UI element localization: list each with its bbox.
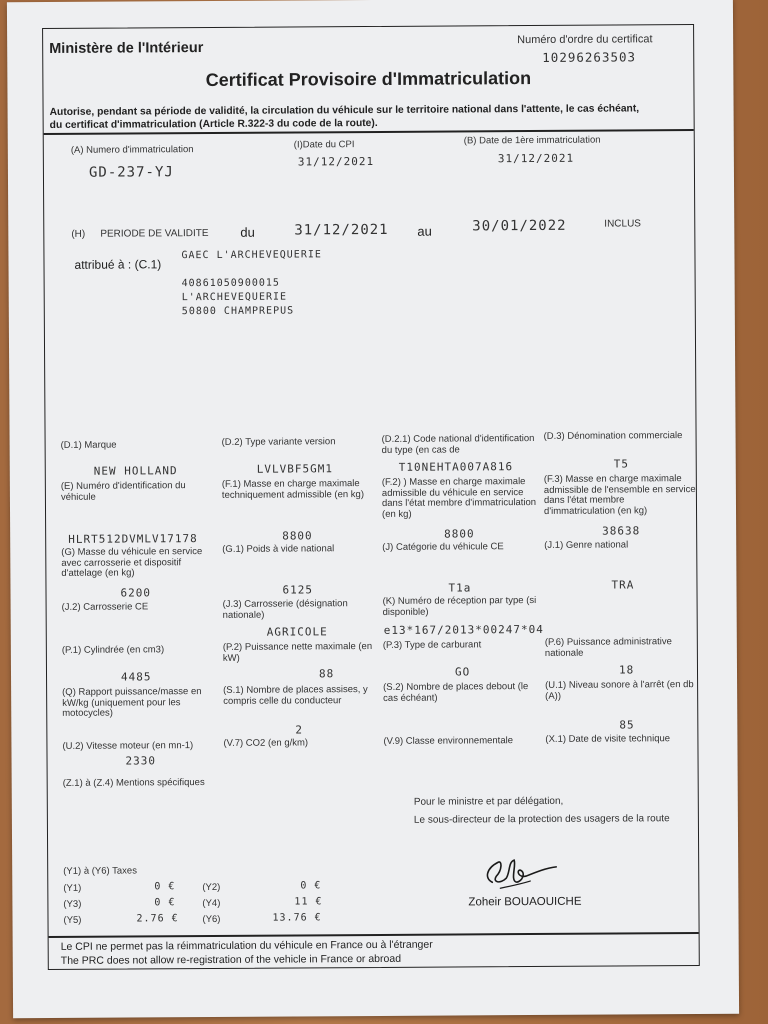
p1-value: 4485 (120, 670, 152, 684)
validity-period-label: PERIODE DE VALIDITE (100, 227, 209, 240)
j1-value: TRA (611, 578, 635, 592)
q-label: (Q) Rapport puissance/masse en kW/kg (uniquement pour les motocycles) (62, 686, 202, 719)
validity-du: du (240, 224, 255, 240)
order-number-label: Numéro d'ordre du certificat (517, 33, 653, 47)
validity-h-label: (H) (71, 228, 86, 240)
p3-value: GO (454, 665, 471, 679)
v9-label: (V.9) Classe environnementale (383, 735, 514, 747)
j-value: T1a (448, 581, 472, 595)
k-label: (K) Numéro de réception par type (si disponible) (382, 595, 537, 618)
certificate-frame (42, 24, 700, 970)
v7-label: (V.7) CO2 (en g/km) (223, 737, 309, 749)
e-label: (E) Numéro d'identification du véhicule (60, 480, 186, 503)
y1-value: 0 € (154, 881, 176, 893)
holder-siret: 40861050900015 (181, 277, 280, 290)
p1-label: (P.1) Cylindrée (en cm3) (61, 644, 165, 656)
p6-value: 18 (618, 663, 635, 677)
y5-value: 2.76 € (136, 913, 179, 925)
d2-label: (D.2) Type variante version (221, 436, 336, 448)
holder-name: GAEC L'ARCHEVEQUERIE (181, 249, 322, 262)
u2-value: 2330 (125, 754, 157, 768)
g-value: 6200 (120, 586, 152, 600)
cpi-date: 31/12/2021 (297, 154, 375, 169)
footer-line-fr: Le CPI ne permet pas la réimmatriculation du véhicule en France ou à l'étranger (60, 938, 433, 953)
f2-label: (F.2) ) Masse en charge maximale admissible du véhicule en service dans l'état membre d'immatriculation (en kg) (381, 476, 537, 520)
f1-value: 8800 (282, 529, 313, 543)
d3-label: (D.3) Dénomination commerciale (543, 430, 683, 442)
cpi-date-label: (I)Date du CPI (293, 139, 355, 151)
y6-value: 13.76 € (272, 912, 322, 924)
g1-label: (G.1) Poids à vide national (222, 543, 335, 555)
e-value: HLRT512DVMLV17178 (68, 532, 198, 546)
notice-line-2: du certificat d'immatriculation (Article R.322-3 du code de la route). (49, 117, 378, 131)
footer-divider (49, 932, 699, 937)
y2-label: (Y2) (202, 881, 221, 894)
ministry-name: Ministère de l'Intérieur (49, 40, 204, 57)
validity-inclus: INCLUS (604, 218, 641, 230)
page-title: Certificat Provisoire d'Immatriculation (205, 68, 532, 91)
y1-label: (Y1) (63, 882, 82, 894)
u1-label: (U.1) Niveau sonore à l'arrêt (en db (A)) (545, 679, 694, 702)
holder-city: 50800 CHAMPREPUS (181, 305, 295, 318)
registration-number: GD-237-YJ (88, 164, 174, 181)
g1-value: 6125 (282, 583, 314, 597)
f3-value: 38638 (602, 524, 641, 538)
signature-line-2: Le sous-directeur de la protection des usagers de la route (413, 813, 670, 826)
signatory-name: Zoheir BOUAOUICHE (468, 895, 582, 909)
y2-value: 0 € (300, 880, 322, 892)
d3-value: T5 (613, 457, 630, 471)
p2-value: 88 (318, 667, 335, 681)
z-label: (Z.1) à (Z.4) Mentions spécifiques (62, 777, 205, 789)
f1-label: (F.1) Masse en charge maximale techniquement admissible (en kg) (221, 478, 364, 501)
notice-line-1: Autorise, pendant sa période de validité, la circulation du véhicule sur le territoire national dans l'attente, le cas échéant, (49, 103, 640, 118)
footer-line-en: The PRC does not allow re-registration of the vehicle in France or abroad (60, 952, 402, 967)
validity-au: au (417, 223, 432, 239)
j2-label: (J.2) Carrosserie CE (61, 601, 149, 613)
validity-from-date: 31/12/2021 (294, 221, 389, 239)
j3-label: (J.3) Carrosserie (désignation nationale) (222, 598, 348, 621)
f2-value: 8800 (444, 527, 475, 541)
y6-label: (Y6) (202, 913, 221, 926)
y5-label: (Y5) (63, 914, 82, 926)
d1-label: (D.1) Marque (60, 439, 117, 451)
u1-value: 85 (619, 718, 635, 732)
j1-label: (J.1) Genre national (544, 539, 629, 551)
s1-label: (S.1) Nombre de places assises, y compris celle du conducteur (223, 684, 368, 707)
taxes-label: (Y1) à (Y6) Taxes (63, 865, 137, 877)
first-registration-date-label: (B) Date de 1ère immatriculation (463, 134, 601, 147)
handwritten-signature (480, 848, 560, 892)
g-label: (G) Masse du véhicule en service avec carrosserie et dispositif d'attelage (en kg) (61, 546, 203, 579)
first-registration-date: 31/12/2021 (497, 151, 575, 166)
p3-label: (P.3) Type de carburant (382, 639, 482, 651)
u2-label: (U.2) Vitesse moteur (en mn-1) (62, 740, 194, 752)
s2-label: (S.2) Nombre de places debout (le cas échéant) (383, 681, 529, 704)
s1-value: 2 (295, 723, 304, 737)
k-value: e13*167/2013*00247*04 (383, 622, 544, 637)
f3-label: (F.3) Masse en charge maximale admissible de l'ensemble en service dans l'état membre d'immatriculation (en kg) (543, 473, 696, 517)
j-label: (J) Catégorie du véhicule CE (382, 541, 504, 553)
j3-value: AGRICOLE (266, 625, 328, 639)
signature-line-1: Pour le ministre et par délégation, (413, 795, 564, 808)
order-number: 10296263503 (542, 49, 637, 65)
d2-value: LVLVBF5GM1 (256, 462, 334, 476)
d21-value: T10NEHTA007A816 (398, 460, 514, 474)
p2-label: (P.2) Puissance nette maximale (en kW) (222, 641, 373, 664)
holder-label: attribué à : (C.1) (74, 257, 162, 272)
registration-number-label: (A) Numero d'immatriculation (70, 144, 194, 156)
x1-label: (X.1) Date de visite technique (545, 733, 671, 745)
y4-label: (Y4) (202, 897, 221, 910)
y4-value: 11 € (294, 896, 323, 908)
y3-value: 0 € (154, 897, 176, 909)
y3-label: (Y3) (63, 898, 82, 910)
d21-label: (D.2.1) Code national d'identification du type (en cas de (381, 433, 535, 456)
certificate-paper (7, 0, 739, 1018)
p6-label: (P.6) Puissance administrative nationale (544, 636, 672, 659)
holder-address: L'ARCHEVEQUERIE (181, 291, 288, 304)
d1-value: NEW HOLLAND (93, 464, 178, 478)
validity-to-date: 30/01/2022 (472, 217, 567, 235)
